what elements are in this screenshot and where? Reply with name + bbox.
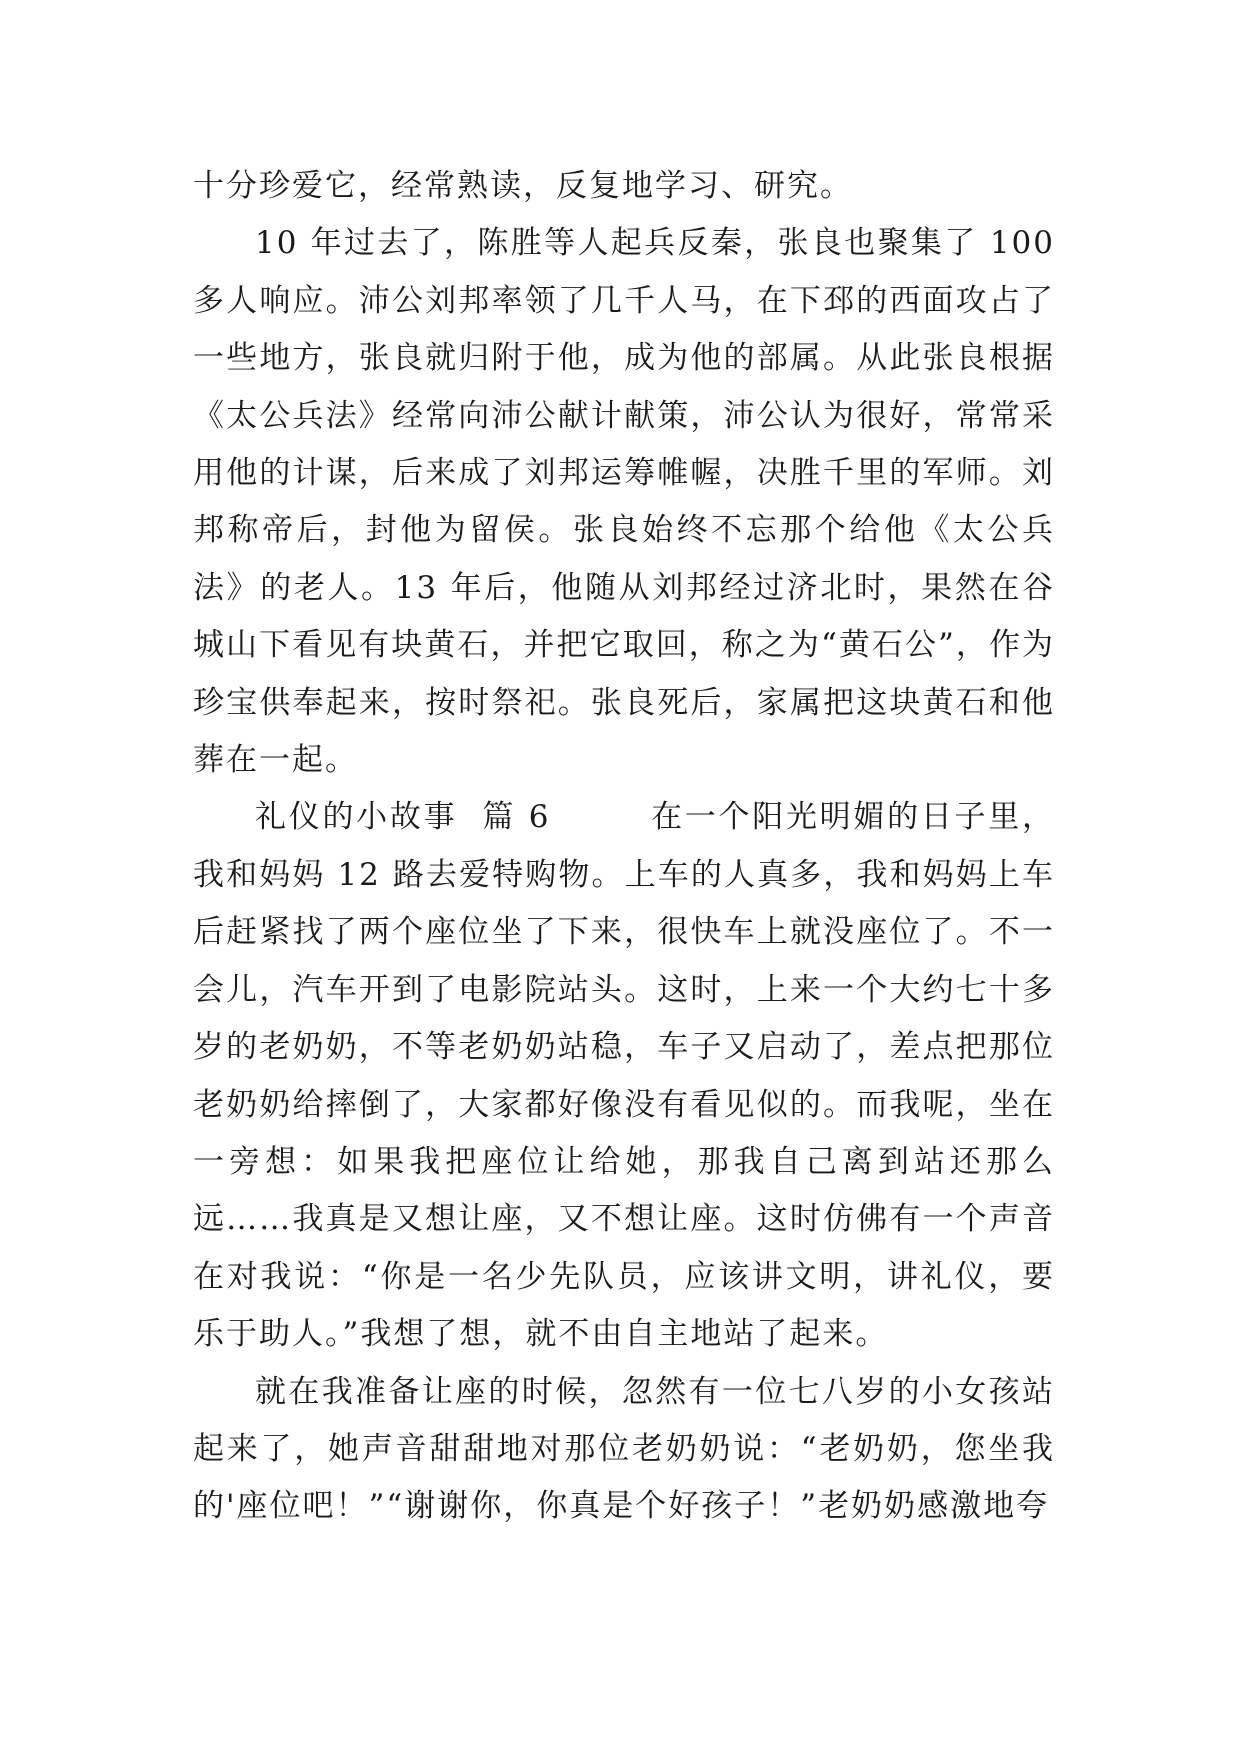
paragraph-2: 10 年过去了，陈胜等人起兵反秦，张良也聚集了 100 多人响应。沛公刘邦率领了几千人马，在下邳的西面攻占了一些地方，张良就归附于他，成为他的部属。从此张良根据《太公兵法》经常向沛公献计献策，沛公认为很好，常常采用他的计谋，后来成了刘邦运筹帷幄，决胜千里的军师。刘邦称帝后，封他为留侯。张良始终不忘那个给他《太公兵法》的老人。13 年后，他随从刘邦经过济北时，果然在谷城山下看见有块黄石，并把它取回，称之为“黄石公”，作为珍宝供奉起来，按时祭祀。张良死后，家属把这块黄石和他葬在一起。 [193,225,1055,779]
paragraph-1: 十分珍爱它，经常熟读，反复地学习、研究。 [193,168,853,204]
paragraph-4: 就在我准备让座的时候，忽然有一位七八岁的小女孩站起来了，她声音甜甜地对那位老奶奶说：“老奶奶，您坐我的'座位吧！”“谢谢你，你真是个好孩子！”老奶奶感激地夸 [193,1373,1055,1525]
document-body [193,158,1055,1536]
paragraph-3: 礼仪的小故事 篇 6 在一个阳光明媚的日子里，我和妈妈 12 路去爱特购物。上车的人真多，我和妈妈上车后赶紧找了两个座位坐了下来，很快车上就没座位了。不一会儿，汽车开到了电影院站头。这时，上来一个大约七十多岁的老奶奶，不等老奶奶站稳，车子又启动了，差点把那位老奶奶给摔倒了，大家都好像没有看见似的。而我呢，坐在一旁想：如果我把座位让给她，那我自己离到站还那么远……我真是又想让座，又不想让座。这时仿佛有一个声音在对我说：“你是一名少先队员，应该讲文明，讲礼仪，要乐于助人。”我想了想，就不由自主地站了起来。 [193,799,1055,1353]
